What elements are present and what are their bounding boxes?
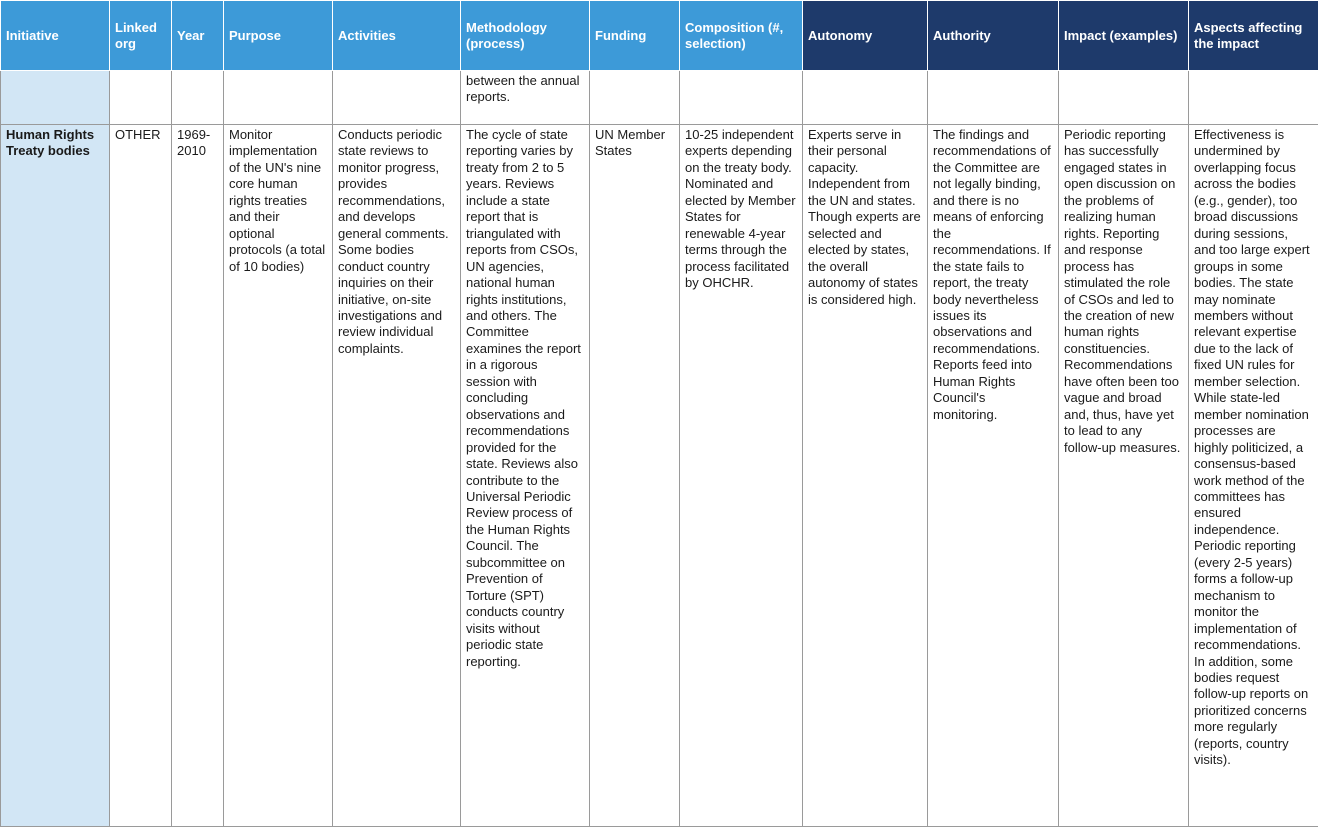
methodology-text: The cycle of state reporting varies by treaty from 2 to 5 years. Reviews include a state report that is triangulated with reports from CSOs, UN agencies, national human rights institutions, and others. The Committee examines the report in a rigorous session with concluding observations and recommendations provided for the state. Reviews also contribute to the Universal Periodic Review process of the Human Rights Council. The subcommittee on Prevention of Torture (SPT) conducts country visits without periodic state reporting.	[466, 127, 584, 670]
cell-impact-empty	[1059, 71, 1189, 125]
table-row	[1, 125, 1318, 827]
cell-purpose-empty	[224, 71, 333, 125]
cell-initiative	[1, 125, 110, 827]
header-activities: Activities	[333, 1, 461, 71]
cell-activities	[333, 125, 461, 827]
header-initiative: Initiative	[1, 1, 110, 71]
header-impact: Impact (examples)	[1059, 1, 1189, 71]
linked-org-value: OTHER	[115, 127, 166, 143]
header-aspects: Aspects affecting the impact	[1189, 1, 1318, 71]
composition-text: 10-25 independent experts depending on the treaty body. Nominated and elected by Member States for renewable 4-year terms through the process facilitated by OHCHR.	[685, 127, 797, 292]
cell-year	[172, 125, 224, 827]
cell-autonomy-empty	[803, 71, 928, 125]
header-funding: Funding	[590, 1, 680, 71]
year-value: 1969-2010	[177, 127, 218, 160]
cell-year-empty	[172, 71, 224, 125]
cell-authority-empty	[928, 71, 1059, 125]
table-row-continuation	[1, 71, 1318, 125]
funding-text: UN Member States	[595, 127, 674, 160]
initiative-name: Human Rights Treaty bodies	[6, 127, 104, 160]
cell-methodology	[461, 125, 590, 827]
header-linked-org: Linked org	[110, 1, 172, 71]
cell-autonomy	[803, 125, 928, 827]
cell-authority	[928, 125, 1059, 827]
cell-funding	[590, 125, 680, 827]
header-autonomy: Autonomy	[803, 1, 928, 71]
methodology-continued-text: between the annual reports.	[466, 73, 584, 106]
cell-initiative-empty	[1, 71, 110, 125]
cell-aspects-empty	[1189, 71, 1318, 125]
impact-text: Periodic reporting has successfully engaged states in open discussion on the problems of realizing human rights. Reporting and response process has stimulated the role of CSOs and led to the creation of new human rights constituencies. Recommendations have often been too vague and broad and, thus, have yet to lead to any follow-up measures.	[1064, 127, 1183, 456]
header-purpose: Purpose	[224, 1, 333, 71]
header-year: Year	[172, 1, 224, 71]
header-composition: Composition (#, selection)	[680, 1, 803, 71]
autonomy-text: Experts serve in their personal capacity. Independent from the UN and states. Though experts are selected and elected by states, the overall autonomy of states is considered high.	[808, 127, 922, 308]
cell-methodology-continued	[461, 71, 590, 125]
header-authority: Authority	[928, 1, 1059, 71]
cell-aspects	[1189, 125, 1318, 827]
aspects-text: Effectiveness is undermined by overlapping focus across the bodies (e.g., gender), too broad discussions during sessions, and too large expert groups in some bodies. The state may nominate members without relevant expertise due to the lack of fixed UN rules for member selection. While state-led member nomination processes are highly politicized, a consensus-based work method of the committees has ensured independence. Periodic reporting (every 2-5 years) forms a follow-up mechanism to monitor the implementation of recommendations. In addition, some bodies request follow-up reports on prioritized concerns more regularly (reports, country visits).	[1194, 127, 1313, 769]
cell-impact	[1059, 125, 1189, 827]
cell-composition-empty	[680, 71, 803, 125]
purpose-text: Monitor implementation of the UN's nine core human rights treaties and their optional protocols (a total of 10 bodies)	[229, 127, 327, 275]
cell-funding-empty	[590, 71, 680, 125]
header-row	[1, 1, 1318, 71]
cell-purpose	[224, 125, 333, 827]
cell-composition	[680, 125, 803, 827]
cell-activities-empty	[333, 71, 461, 125]
cell-linked-org	[110, 125, 172, 827]
authority-text: The findings and recommendations of the Committee are not legally binding, and there is no means of enforcing the recommendations. If the state fails to report, the treaty body nevertheless issues its observations and recommendations. Reports feed into Human Rights Council's monitoring.	[933, 127, 1053, 423]
cell-linked-org-empty	[110, 71, 172, 125]
activities-text: Conducts periodic state reviews to monitor progress, provides recommendations, and develops general comments. Some bodies conduct country inquiries on their initiative, on-site investigations and review individual complaints.	[338, 127, 455, 357]
header-methodology: Methodology (process)	[461, 1, 590, 71]
